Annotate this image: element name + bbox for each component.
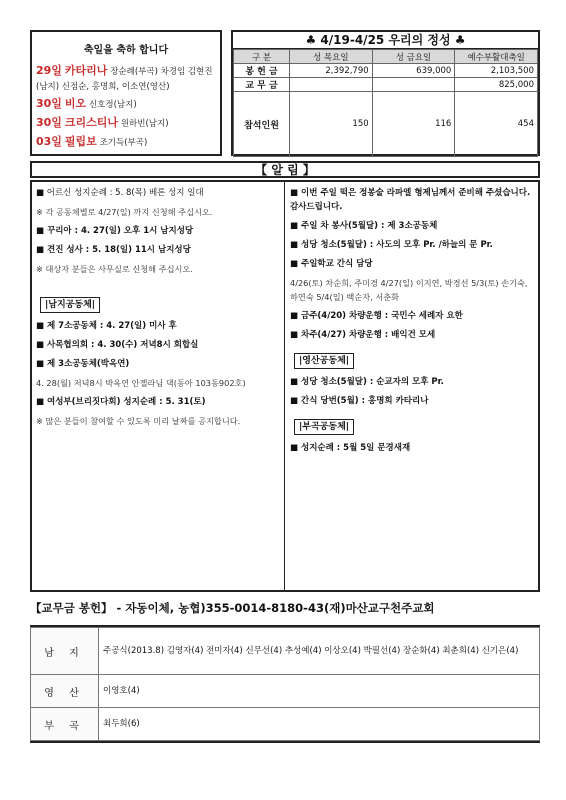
notice-right-column: [290, 186, 534, 460]
notice-item: ■ 이번 주일 떡은 정봉술 라파엘 형제님께서 준비해 주셨습니다. 감사드립니다.: [290, 188, 531, 212]
table-cell: [290, 78, 373, 92]
offering-table: [233, 49, 538, 157]
column-header: 성 목요일: [290, 50, 373, 64]
section-label-bugok: |부곡공동체|: [294, 419, 354, 435]
birthday-saint: 비오: [64, 97, 87, 110]
notice-note: ※ 많은 분들이 참여할 수 있도록 미리 날짜를 공지합니다.: [36, 416, 241, 426]
notice-item: ■ 주일 차 봉사(5월달) : 제 3소공동체: [290, 221, 438, 231]
notice-item: ■ 제 7소공동체 : 4. 27(일) 미사 후: [36, 321, 177, 331]
table-cell: 454: [455, 92, 538, 157]
table-row: [234, 92, 538, 157]
notice-item: ■ 성당 청소(5월달) : 사도의 모후 Pr. /하늘의 문 Pr.: [290, 240, 493, 250]
offering-box: [231, 30, 540, 156]
birthday-day: 03일: [36, 135, 62, 148]
table-cell: [372, 78, 455, 92]
notice-item: ■ 성당 청소(5월달) : 순교자의 모후 Pr.: [290, 377, 444, 387]
notice-note: ※ 각 공동체별로 4/27(일) 까지 신청해 주십시오.: [36, 207, 213, 217]
birthday-title: 축일을 축하 합니다: [83, 45, 169, 56]
section-label-namji: |남지공동체|: [40, 297, 100, 313]
birthday-members: 장순례(부곡) 차경임 김현진(남지) 신점순, 홍명희, 이소연(영산): [36, 67, 213, 92]
table-cell: 150: [290, 92, 373, 157]
notice-item: ■ 견진 성사 : 5. 18(일) 11시 남지성당: [36, 245, 191, 255]
table-cell: 2,103,500: [455, 64, 538, 78]
birthday-line: [32, 133, 220, 152]
tithe-area: 남 지: [31, 628, 99, 675]
birthday-members: 원하빈(남지): [120, 119, 169, 129]
tithe-names: 최두희(6): [99, 708, 540, 741]
notice-note: 4. 28(월) 저녁8시 박옥연 안젤라님 댁(동아 103동902호): [36, 378, 246, 388]
section-label-yeongsan: |영산공동체|: [294, 353, 354, 369]
notice-note: 4/26(토) 차순희, 주미경 4/27(일) 이지연, 박경선 5/3(토) 손기숙, 하연숙 5/4(일) 백순자, 서춘화: [290, 278, 528, 302]
tithe-names: 주공식(2013.8) 김영자(4) 전미자(4) 신무선(4) 추성예(4) 이상오(4) 박필선(4) 장순화(4) 최춘희(4) 신기은(4): [99, 628, 540, 675]
row-label: 봉 헌 금: [234, 64, 290, 78]
tithe-area: 영 산: [31, 675, 99, 708]
table-header-row: [234, 50, 538, 64]
row-label: 교 무 금: [234, 78, 290, 92]
notice-item: ■ 금주(4/20) 차량운행 : 국민수 세례자 요한: [290, 311, 463, 321]
notice-left-column: [36, 186, 282, 433]
tithe-account-line: 【교무금 봉헌】 - 자동이체, 농협)355-0014-8180-43(재)마산교구천주교회: [30, 601, 435, 615]
column-divider: [284, 182, 285, 590]
birthday-day: 29일: [36, 64, 62, 77]
notice-note: ※ 대상자 분들은 사무실로 신청해 주십시오.: [36, 264, 193, 274]
column-header: 성 금요일: [372, 50, 455, 64]
birthday-saint: 필립보: [64, 135, 97, 148]
notice-item: ■ 사목협의회 : 4. 30(수) 저녁8시 회합실: [36, 340, 199, 350]
row-label: 참석인원: [234, 92, 290, 157]
table-row: [234, 78, 538, 92]
notice-header: 【 알 림 】: [30, 161, 540, 178]
offering-header: ♣ 4/19-4/25 우리의 정성 ♣: [233, 32, 538, 49]
birthday-line: [32, 95, 220, 114]
notice-item: ■ 주일학교 간식 담당: [290, 259, 373, 269]
birthday-day: 30일: [36, 97, 62, 110]
notice-item: ■ 여성부(브리짓다회) 성지순례 : 5. 31(토): [36, 397, 206, 407]
column-header: 구 분: [234, 50, 290, 64]
birthday-line: [32, 63, 220, 95]
table-cell: 2,392,790: [290, 64, 373, 78]
tithe-table-box: [30, 625, 540, 743]
table-row: [234, 64, 538, 78]
birthday-box: [30, 30, 222, 156]
notice-item: ■ 꾸리아 : 4. 27(일) 오후 1시 남지성당: [36, 226, 194, 236]
birthday-line: [32, 114, 220, 133]
table-cell: 639,000: [372, 64, 455, 78]
birthday-saint: 카타리나: [64, 64, 108, 77]
notice-item: ■ 성지순례 : 5월 5일 문경새재: [290, 443, 411, 453]
table-cell: 116: [372, 92, 455, 157]
table-row: [31, 708, 540, 741]
column-header: 예수부활대축일: [455, 50, 538, 64]
tithe-area: 부 곡: [31, 708, 99, 741]
tithe-names: 이영호(4): [99, 675, 540, 708]
table-row: [31, 628, 540, 675]
birthday-members: 신호정(남지): [88, 100, 137, 110]
notice-item: ■ 간식 당번(5월) : 홍명희 카타리나: [290, 396, 429, 406]
tithe-table: [30, 627, 540, 741]
table-row: [31, 675, 540, 708]
birthday-members: 조기득(부곡): [99, 138, 148, 148]
notice-item: ■ 제 3소공동체(박옥연): [36, 359, 130, 369]
table-cell: 825,000: [455, 78, 538, 92]
notice-item: ■ 차주(4/27) 차량운행 : 배익건 모세: [290, 330, 436, 340]
notice-body: [30, 180, 540, 592]
notice-item: ■ 어르신 성지순례 : 5. 8(목) 베론 성지 일대: [36, 188, 204, 198]
birthday-saint: 크리스티나: [64, 116, 118, 129]
birthday-day: 30일: [36, 116, 62, 129]
